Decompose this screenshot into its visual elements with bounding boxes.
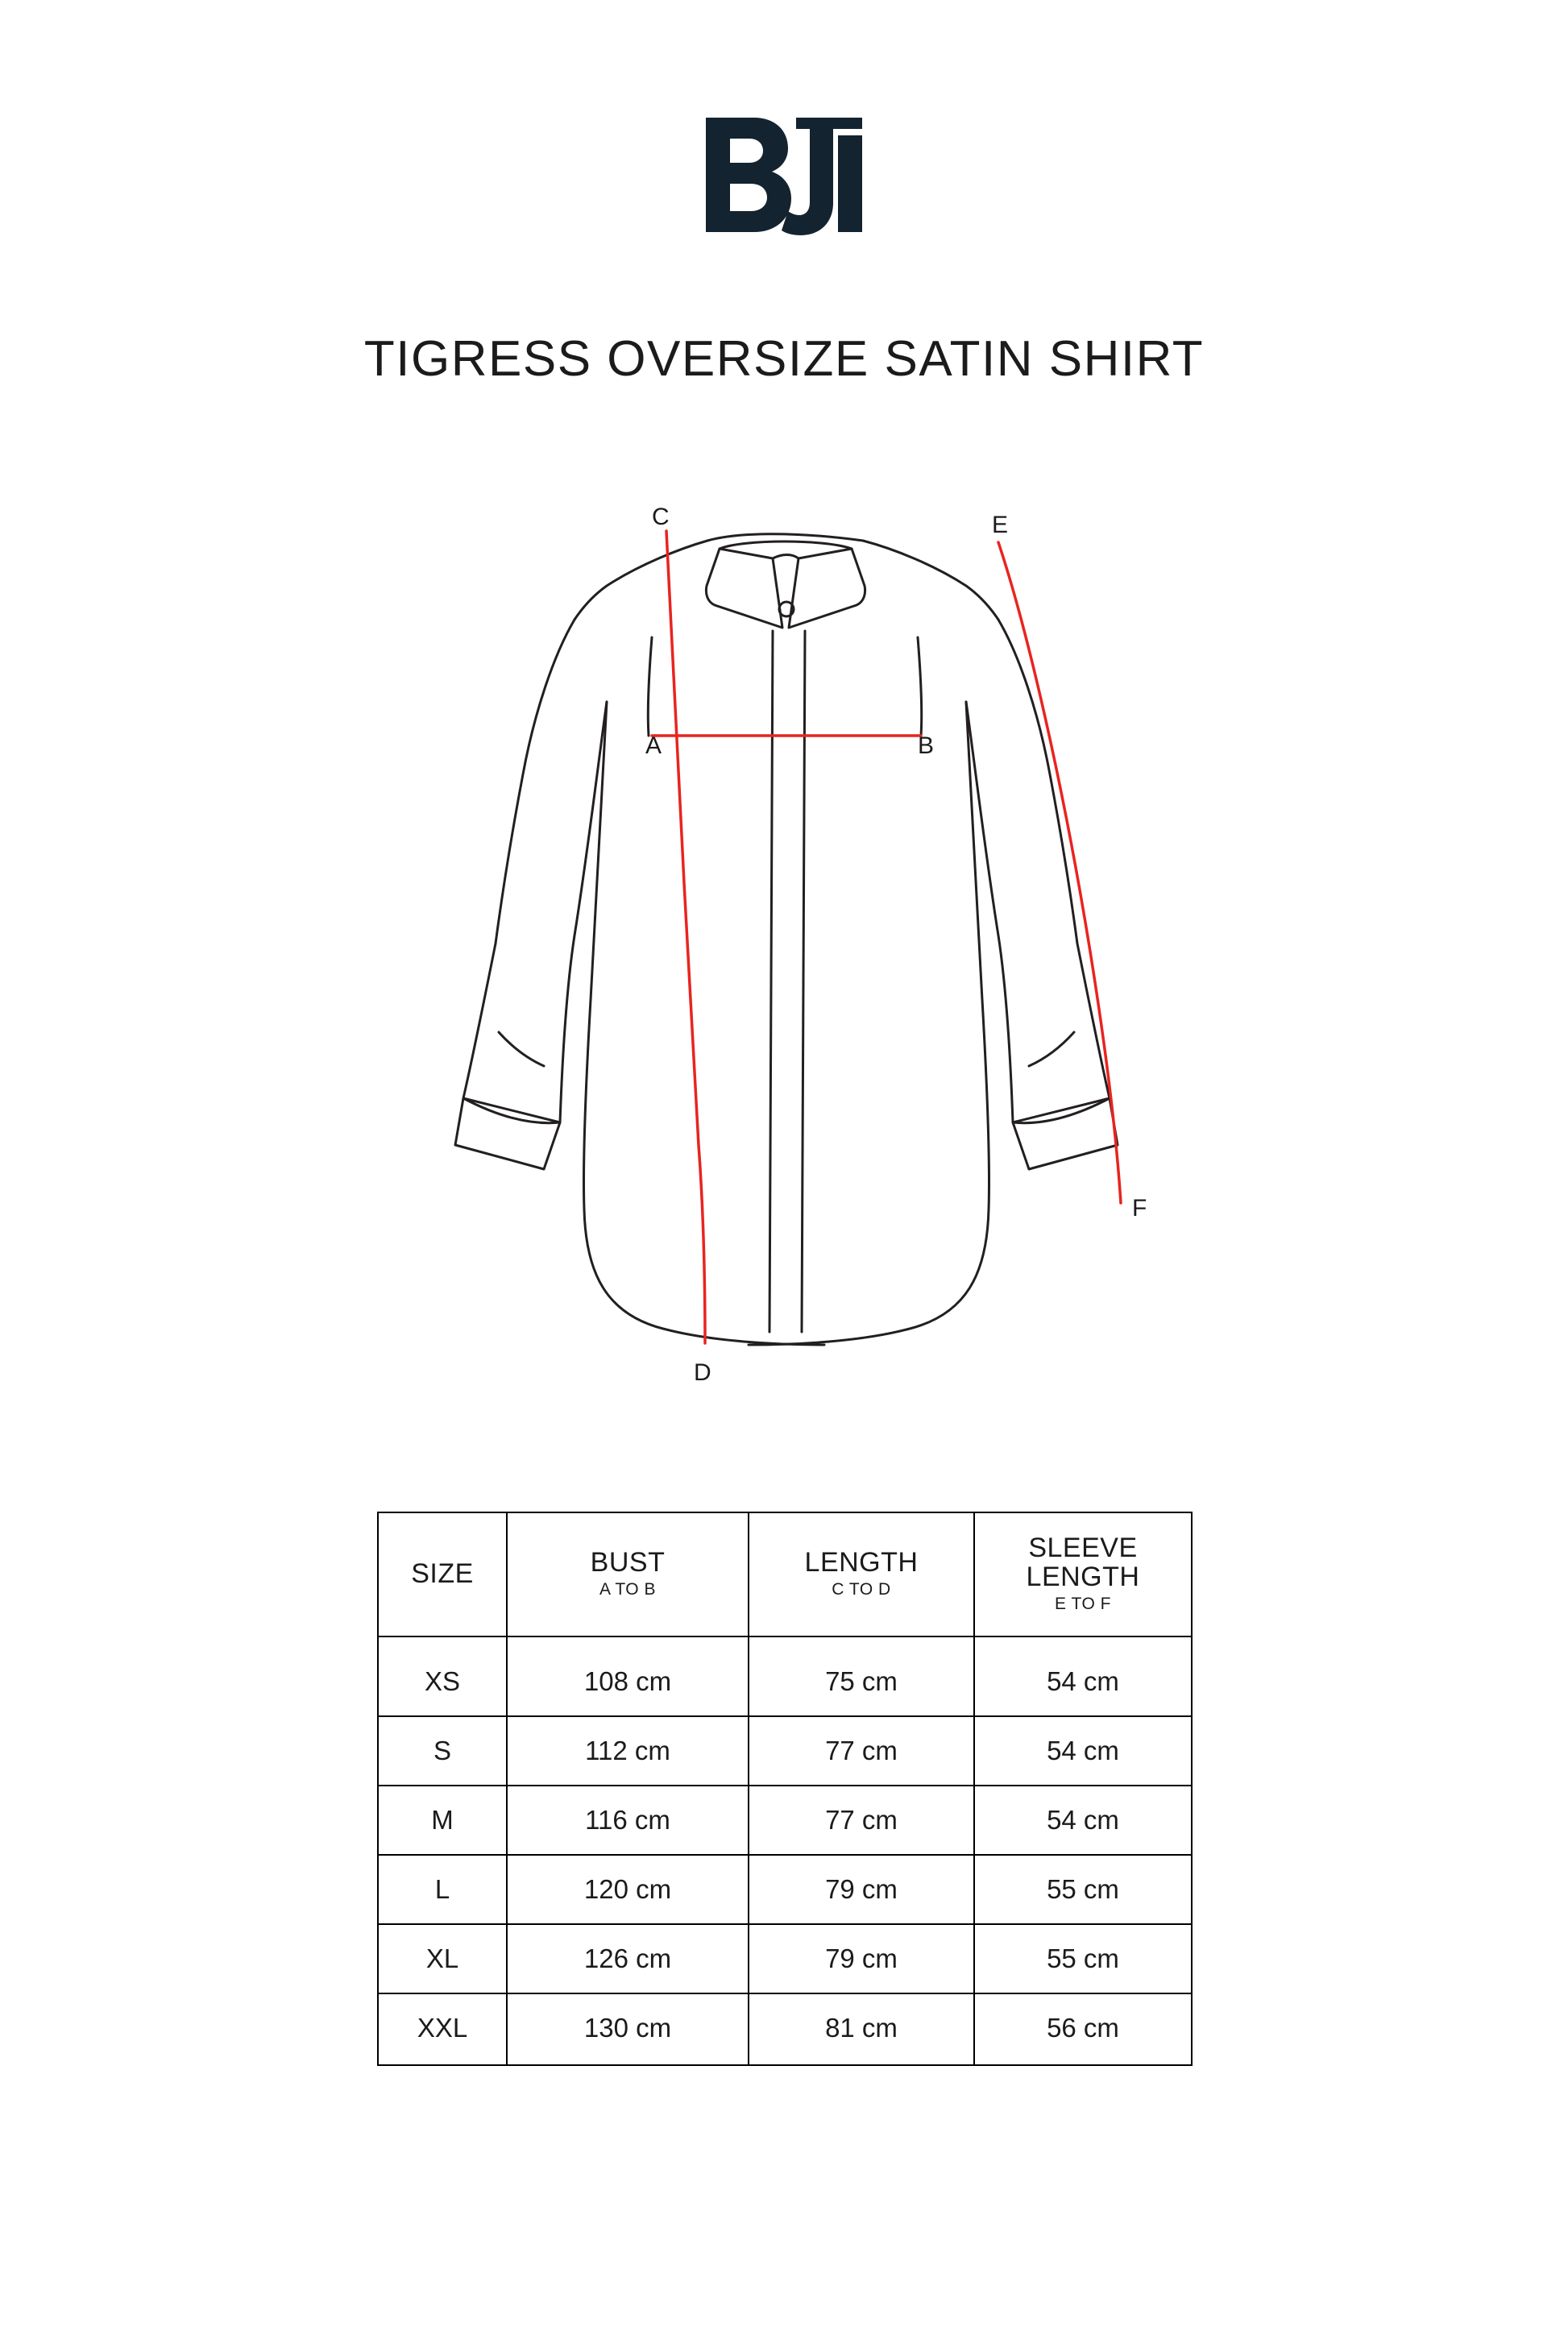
label-e: E: [992, 512, 1009, 538]
cell-length: 75 cm: [749, 1636, 974, 1716]
page-title: TIGRESS OVERSIZE SATIN SHIRT: [363, 331, 1205, 387]
table-row: [378, 1636, 1192, 1716]
header-bust: BUST A TO B: [507, 1512, 749, 1636]
label-d: D: [694, 1359, 711, 1386]
cell-sleeve: 54 cm: [974, 1716, 1192, 1786]
table-row: [378, 1786, 1192, 1855]
measure-line-sleeve: [998, 542, 1121, 1203]
table-row: [378, 1924, 1192, 1993]
cell-sleeve: 56 cm: [974, 1993, 1192, 2065]
bj-monogram-icon: [691, 113, 877, 242]
cell-size: XXL: [378, 1993, 507, 2065]
cell-size: XS: [378, 1636, 507, 1716]
cell-length: 77 cm: [749, 1786, 974, 1855]
cell-bust: 112 cm: [507, 1716, 749, 1786]
cell-bust: 108 cm: [507, 1636, 749, 1716]
header-sleeve-length: SLEEVE LENGTH E TO F: [974, 1512, 1192, 1636]
label-a: A: [645, 732, 662, 759]
cell-length: 79 cm: [749, 1924, 974, 1993]
cell-size: S: [378, 1716, 507, 1786]
table-row: [378, 1716, 1192, 1786]
cell-bust: 116 cm: [507, 1786, 749, 1855]
size-table: [377, 1512, 1193, 2066]
cell-size: M: [378, 1786, 507, 1855]
label-b: B: [918, 732, 935, 759]
label-c: C: [652, 504, 670, 530]
cell-length: 77 cm: [749, 1716, 974, 1786]
cell-bust: 126 cm: [507, 1924, 749, 1993]
cell-bust: 130 cm: [507, 1993, 749, 2065]
header-size: SIZE: [378, 1512, 507, 1636]
cell-sleeve: 54 cm: [974, 1636, 1192, 1716]
cell-size: L: [378, 1855, 507, 1924]
cell-length: 81 cm: [749, 1993, 974, 2065]
table-row: [378, 1993, 1192, 2065]
cell-size: XL: [378, 1924, 507, 1993]
shirt-technical-drawing: [341, 436, 1227, 1475]
size-table-container: [377, 1512, 1191, 2066]
cell-bust: 120 cm: [507, 1855, 749, 1924]
cell-length: 79 cm: [749, 1855, 974, 1924]
cell-sleeve: 55 cm: [974, 1924, 1192, 1993]
cell-sleeve: 55 cm: [974, 1855, 1192, 1924]
measure-line-length: [666, 531, 705, 1343]
table-header-row: [378, 1512, 1192, 1636]
cell-sleeve: 54 cm: [974, 1786, 1192, 1855]
garment-diagram: [0, 436, 1568, 1483]
header-length: LENGTH C TO D: [749, 1512, 974, 1636]
table-row: [378, 1855, 1192, 1924]
brand-logo: [691, 113, 877, 242]
label-f: F: [1132, 1195, 1147, 1222]
